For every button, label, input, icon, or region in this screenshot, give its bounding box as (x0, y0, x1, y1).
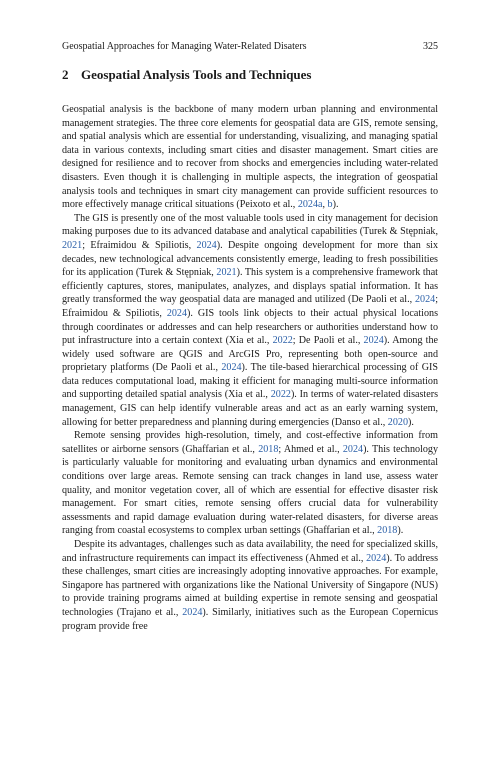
paragraph-text: ; De Paoli et al., (292, 335, 364, 347)
paragraph-text: ). (397, 525, 404, 537)
section-number: 2 (62, 67, 69, 82)
paragraph-text: ). (407, 416, 414, 428)
body-text (62, 103, 438, 633)
paragraph-text: ; Efraimidou & Spiliotis, (82, 239, 197, 251)
citation-link[interactable]: 2024 (166, 307, 187, 319)
page-number: 325 (423, 41, 438, 52)
citation-link[interactable]: 2018 (377, 525, 398, 537)
paragraph (62, 212, 438, 430)
paragraph-text: ). To address these challenges, smart cities are increasingly adopting innovative approaches. For example, Singapore has partnered with organizations like the National University of Singapore (NUS) to provide training programs aimed at building expertise in remote sensing and geospatial technologies (Trajano et al., (62, 552, 438, 618)
citation-link[interactable]: 2024 (196, 239, 217, 251)
running-title: Geospatial Approaches for Managing Water-Related Disaters (62, 41, 307, 52)
section-heading (62, 67, 311, 83)
citation-link[interactable]: 2024 (415, 294, 436, 306)
paragraph-text: ). (332, 199, 339, 211)
paragraph-text: ). The tile-based hierarchical processing of GIS data reduces computational load, making it efficient for managing multi-source information and supporting detailed spatial analysis (Xia et al., (62, 362, 438, 401)
paragraph-text: Despite its advantages, challenges such as data availability, the need for specialized skills, and infrastructure requirements can impact its effectiveness (Ahmed et al., (62, 539, 438, 564)
citation-link[interactable]: 2021 (216, 267, 237, 279)
paragraph-text: ; Ahmed et al., (278, 443, 343, 455)
citation-link[interactable]: 2024 (221, 362, 242, 374)
paragraph-text: ). This technology is particularly valuable for monitoring and evaluating urban dynamics and environmental conditions over large areas. Remote sensing can track changes in land use, assess water quality, and monitor vegetation cover, all of which are essential for effective disaster risk management. For smart cities, remote sensing offers crucial data for vulnerability assessments and rapid damage evaluation during water-related disasters, for diverse areas ranging from coastal ecosystems to complex urban settings (Ghaffarian et al., (62, 443, 439, 537)
citation-link[interactable]: 2024 (363, 335, 384, 347)
citation-link[interactable]: 2021 (62, 239, 83, 251)
section-title: Geospatial Analysis Tools and Techniques (81, 67, 312, 82)
paragraph-text: ). Despite ongoing development for more than six decades, new technological advancements consistently emerge, leading to fresh possibilities for its application (Turek & Stępniak, (62, 239, 438, 279)
paragraph (62, 103, 438, 212)
citation-link[interactable]: 2024 (342, 443, 364, 455)
paragraph (62, 429, 438, 538)
paragraph (62, 538, 438, 633)
citation-link[interactable]: 2024 (182, 606, 203, 618)
citation-link[interactable]: 2022 (272, 335, 293, 347)
running-head (62, 40, 438, 54)
paragraph-text: The GIS is presently one of the most valuable tools used in city management for decision making purposes due to its advanced database and analytical capabilities (Turek & Stępniak, (62, 212, 438, 238)
paragraph-text: ). Among the widely used software are QGIS and ArcGIS Pro, representing both open-source and proprietary platforms (De Paoli et al., (62, 335, 438, 374)
citation-link[interactable]: 2024a (297, 199, 323, 211)
citation-link[interactable]: 2018 (258, 443, 279, 455)
paragraph-text: ). This system is a comprehensive framework that efficiently captures, stores, manipulates, analyzes, and displays spatial information. It has greatly transformed the way geospatial data are managed and utilized (De Paoli et al., (62, 267, 438, 306)
citation-link[interactable]: 2022 (270, 389, 291, 401)
paragraph-text: Remote sensing provides high-resolution, timely, and cost-effective information from satellites or airborne sensors (Ghaffarian et al., (62, 430, 438, 455)
paragraph-text: ). GIS tools link objects to their actual physical locations through coordinates or addresses and can help researchers or authorities understand how to put infrastructure into a certain context (Xia et al., (62, 307, 438, 347)
paragraph-text: , (322, 199, 328, 211)
citation-link[interactable]: 2020 (387, 416, 408, 428)
paragraph-text: ). In terms of water-related disasters management, GIS can help identify vulnerable areas and act as an early warning system, allowing for better preparedness and planning during emergencies (Danso et al., (62, 389, 438, 428)
paragraph-text: ). Similarly, initiatives such as the European Copernicus program provide free (62, 606, 439, 632)
paragraph-text: Geospatial analysis is the backbone of many modern urban planning and environmental management strategies. The three core elements for geospatial data are GIS, remote sensing, and spatial analysis which are essential for understanding, visualizing, and managing spatial data in various contexts, including smart cities and disaster management. Smart cities are designed for resilience and to recover from shocks and emergencies including water-related disasters. Even though it is challenging in multiple aspects, the integration of geospatial analysis tools and techniques in smart city management can provide sufficient resources to more effectively manage critical situations (Peixoto et al., (62, 104, 438, 211)
citation-link[interactable]: 2024 (366, 552, 387, 564)
citation-link[interactable]: b (327, 199, 333, 211)
paragraph-text: ; Efraimidou & Spiliotis, (62, 294, 438, 319)
